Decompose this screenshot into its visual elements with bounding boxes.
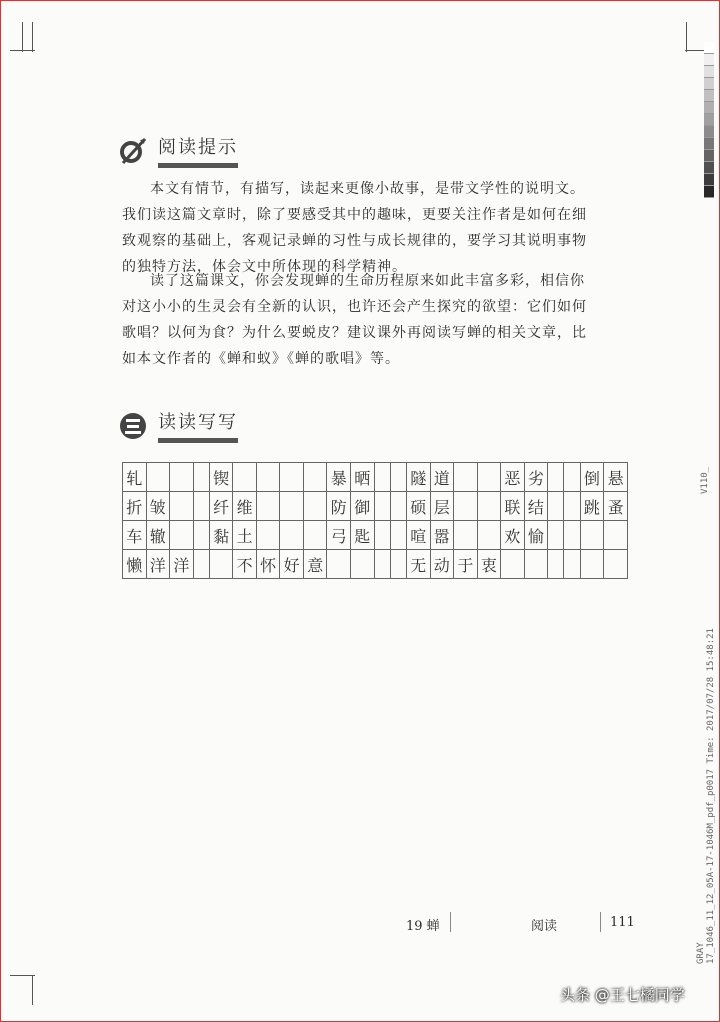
grid-cell: 维 bbox=[233, 492, 257, 521]
grid-row bbox=[123, 521, 628, 550]
grid-cell bbox=[233, 463, 257, 492]
grid-cell: 于 bbox=[454, 550, 478, 579]
grid-cell: 不 bbox=[233, 550, 257, 579]
grid-cell: 欢 bbox=[501, 521, 525, 550]
grid-cell bbox=[548, 550, 564, 579]
grid-cell: 层 bbox=[430, 492, 454, 521]
grid-cell: 结 bbox=[524, 492, 548, 521]
grid-cell bbox=[303, 492, 327, 521]
grid-cell: 晒 bbox=[351, 463, 375, 492]
grid-cell: 折 bbox=[123, 492, 147, 521]
grid-cell: 倒 bbox=[580, 463, 604, 492]
grid-cell: 车 bbox=[123, 521, 147, 550]
grid-cell: 劣 bbox=[524, 463, 548, 492]
reading-hint-paragraph-1: 本文有情节，有描写，读起来更像小故事，是带文学性的说明文。我们读这篇文章时，除了要感受其中的趣味，更要关注作者是如何在细致观察的基础上，客观记录蝉的习性与成长规律的，要学习其说明事物的独特方法，体会文中所体现的科学精神。 bbox=[122, 181, 587, 275]
grid-cell bbox=[524, 550, 548, 579]
grid-cell: 硕 bbox=[407, 492, 431, 521]
read-write-title: 读读写写 bbox=[158, 408, 238, 443]
grid-cell bbox=[170, 463, 194, 492]
unit-name: 阅读 bbox=[531, 919, 558, 934]
grid-cell bbox=[564, 521, 580, 550]
grid-cell: 暴 bbox=[327, 463, 351, 492]
grid-cell bbox=[327, 550, 351, 579]
grid-cell bbox=[170, 521, 194, 550]
grid-row bbox=[123, 463, 628, 492]
grid-cell: 恶 bbox=[501, 463, 525, 492]
grid-cell bbox=[390, 463, 406, 492]
grid-cell: 防 bbox=[327, 492, 351, 521]
footer-divider bbox=[450, 912, 451, 932]
grid-cell: 土 bbox=[233, 521, 257, 550]
grid-cell bbox=[580, 521, 604, 550]
grid-cell bbox=[390, 550, 406, 579]
grid-cell: 喧 bbox=[407, 521, 431, 550]
grid-cell: 悬 bbox=[604, 463, 628, 492]
grid-cell: 跳 bbox=[580, 492, 604, 521]
three-lines-circle-icon bbox=[118, 411, 148, 441]
grid-cell bbox=[193, 492, 209, 521]
grid-cell bbox=[477, 521, 501, 550]
grid-cell bbox=[256, 492, 280, 521]
grid-cell: 纤 bbox=[209, 492, 233, 521]
grid-cell: 无 bbox=[407, 550, 431, 579]
grid-cell: 好 bbox=[280, 550, 304, 579]
reading-hint-paragraph-2: 读了这篇课文，你会发现蝉的生命历程原来如此丰富多彩，相信你对这小小的生灵会有全新的认识，也许还会产生探究的欲望：它们如何歌唱？以何为食？为什么要蜕皮？建议课外再阅读写蝉的相关文章，比如本文作者的《蝉和蚁》《蝉的歌唱》等。 bbox=[122, 273, 587, 367]
grid-cell: 意 bbox=[303, 550, 327, 579]
grid-cell: 辙 bbox=[146, 521, 170, 550]
grid-cell: 御 bbox=[351, 492, 375, 521]
gray-scale-strip bbox=[704, 42, 714, 198]
grid-cell bbox=[548, 463, 564, 492]
grid-cell bbox=[193, 550, 209, 579]
grid-cell: 黏 bbox=[209, 521, 233, 550]
grid-cell: 衷 bbox=[477, 550, 501, 579]
grid-cell bbox=[454, 463, 478, 492]
grid-cell bbox=[256, 463, 280, 492]
grid-cell: 怀 bbox=[256, 550, 280, 579]
footer-divider bbox=[600, 912, 601, 932]
grid-cell bbox=[280, 463, 304, 492]
grid-cell bbox=[454, 492, 478, 521]
vocabulary-grid bbox=[122, 462, 628, 579]
reading-hint-header bbox=[118, 133, 238, 168]
grid-cell: 愉 bbox=[524, 521, 548, 550]
grid-cell: 洋 bbox=[146, 550, 170, 579]
crop-mark bbox=[686, 22, 687, 52]
lesson-label: 19 蝉 bbox=[406, 919, 440, 934]
grid-cell: 洋 bbox=[170, 550, 194, 579]
grid-cell: 轧 bbox=[123, 463, 147, 492]
grid-cell bbox=[209, 550, 233, 579]
grid-cell bbox=[303, 521, 327, 550]
grid-cell bbox=[477, 463, 501, 492]
grid-cell: 嚣 bbox=[430, 521, 454, 550]
grid-cell bbox=[390, 492, 406, 521]
grid-cell bbox=[374, 550, 390, 579]
grid-cell: 动 bbox=[430, 550, 454, 579]
grid-cell: 匙 bbox=[351, 521, 375, 550]
unit-label bbox=[531, 915, 557, 934]
grid-cell bbox=[564, 463, 580, 492]
grid-cell bbox=[564, 492, 580, 521]
grid-cell bbox=[280, 521, 304, 550]
read-write-header bbox=[118, 408, 238, 443]
grid-cell bbox=[170, 492, 194, 521]
side-code: V110_ bbox=[700, 466, 710, 494]
grid-cell bbox=[390, 521, 406, 550]
grid-cell: 蚤 bbox=[604, 492, 628, 521]
pencil-circle-icon bbox=[118, 136, 148, 166]
grid-cell: 皱 bbox=[146, 492, 170, 521]
grid-cell bbox=[256, 521, 280, 550]
crop-mark bbox=[22, 22, 23, 52]
crop-mark bbox=[32, 975, 33, 1005]
grid-cell: 道 bbox=[430, 463, 454, 492]
grid-cell bbox=[477, 492, 501, 521]
grid-cell: 联 bbox=[501, 492, 525, 521]
side-gray-mark: GRAY bbox=[696, 942, 706, 964]
grid-cell bbox=[374, 463, 390, 492]
page-number: 111 bbox=[610, 915, 635, 930]
grid-cell bbox=[193, 463, 209, 492]
grid-cell: 锲 bbox=[209, 463, 233, 492]
grid-cell bbox=[374, 492, 390, 521]
grid-cell bbox=[604, 550, 628, 579]
grid-cell: 隧 bbox=[407, 463, 431, 492]
grid-cell bbox=[501, 550, 525, 579]
grid-cell bbox=[548, 492, 564, 521]
grid-cell: 弓 bbox=[327, 521, 351, 550]
grid-cell bbox=[454, 521, 478, 550]
grid-cell bbox=[564, 550, 580, 579]
grid-cell bbox=[548, 521, 564, 550]
grid-cell bbox=[374, 521, 390, 550]
grid-cell: 懒 bbox=[123, 550, 147, 579]
side-file-info: 17_1046_11_12_05A-17-1046M_pdf_p0017 Time: 2017/07/28 15:48:21 bbox=[706, 628, 716, 964]
grid-cell bbox=[193, 521, 209, 550]
grid-row bbox=[123, 550, 628, 579]
crop-mark bbox=[32, 22, 33, 52]
grid-cell bbox=[580, 550, 604, 579]
grid-row bbox=[123, 492, 628, 521]
reading-hint-title: 阅读提示 bbox=[158, 133, 238, 168]
grid-cell bbox=[146, 463, 170, 492]
grid-cell bbox=[280, 492, 304, 521]
watermark: 头条 @王七橘同学 bbox=[560, 986, 685, 1004]
grid-cell bbox=[351, 550, 375, 579]
grid-cell bbox=[303, 463, 327, 492]
grid-cell bbox=[604, 521, 628, 550]
